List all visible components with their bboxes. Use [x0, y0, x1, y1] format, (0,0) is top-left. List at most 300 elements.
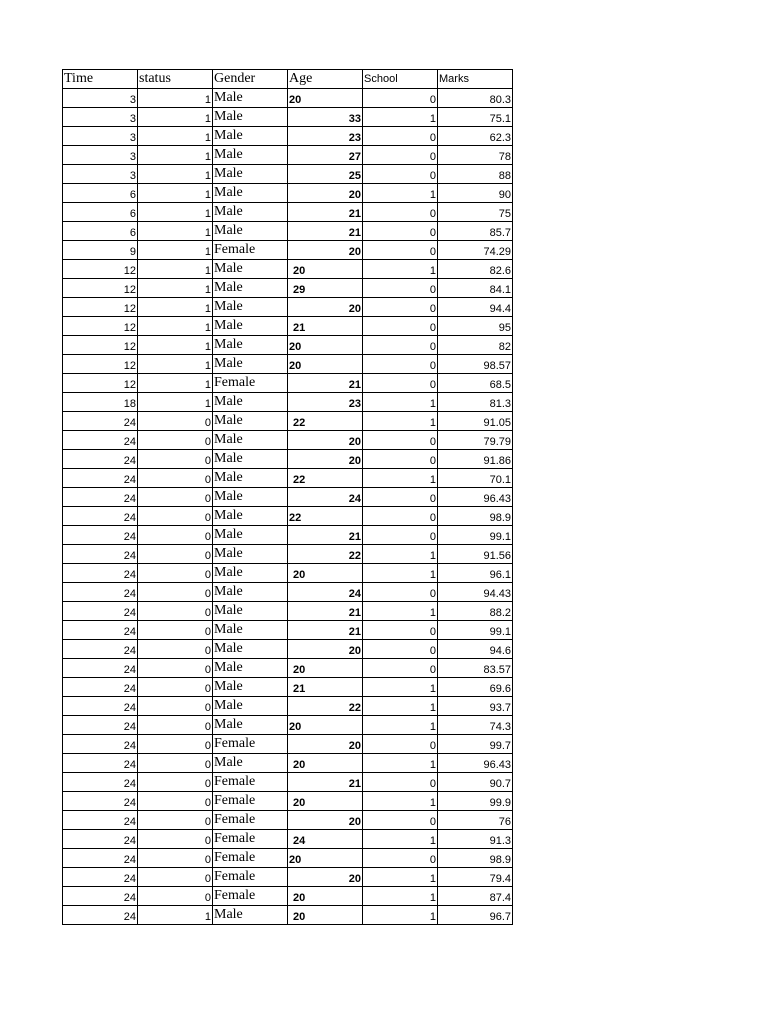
cell-marks[interactable]: 81.3 — [438, 393, 513, 412]
cell-school[interactable]: 0 — [363, 279, 438, 298]
cell-status[interactable]: 1 — [138, 146, 213, 165]
cell-school[interactable]: 0 — [363, 640, 438, 659]
cell-age[interactable]: 21 — [288, 602, 363, 621]
cell-time[interactable]: 6 — [63, 203, 138, 222]
cell-school[interactable]: 1 — [363, 469, 438, 488]
cell-age[interactable]: 24 — [288, 488, 363, 507]
cell-marks[interactable]: 94.6 — [438, 640, 513, 659]
cell-gender[interactable]: Male — [213, 678, 288, 697]
table-row — [63, 545, 513, 564]
cell-gender[interactable]: Male — [213, 754, 288, 773]
cell-time[interactable]: 24 — [63, 678, 138, 697]
cell-gender[interactable]: Female — [213, 868, 288, 887]
cell-school[interactable]: 0 — [363, 735, 438, 754]
cell-status[interactable]: 1 — [138, 298, 213, 317]
cell-school[interactable]: 0 — [363, 165, 438, 184]
cell-age[interactable]: 23 — [288, 127, 363, 146]
cell-school[interactable]: 0 — [363, 773, 438, 792]
cell-school[interactable]: 0 — [363, 298, 438, 317]
cell-age[interactable]: 20 — [288, 716, 363, 735]
cell-gender[interactable]: Male — [213, 317, 288, 336]
cell-age[interactable]: 21 — [288, 222, 363, 241]
cell-gender[interactable]: Male — [213, 716, 288, 735]
cell-gender[interactable]: Male — [213, 260, 288, 279]
cell-status[interactable]: 0 — [138, 469, 213, 488]
cell-gender[interactable]: Male — [213, 165, 288, 184]
cell-time[interactable]: 24 — [63, 697, 138, 716]
cell-school[interactable]: 1 — [363, 887, 438, 906]
cell-time[interactable]: 6 — [63, 184, 138, 203]
cell-gender[interactable]: Male — [213, 431, 288, 450]
cell-school[interactable]: 0 — [363, 336, 438, 355]
cell-gender[interactable]: Male — [213, 336, 288, 355]
cell-age[interactable]: 22 — [288, 697, 363, 716]
cell-time[interactable]: 24 — [63, 906, 138, 925]
cell-marks[interactable]: 91.86 — [438, 450, 513, 469]
cell-time[interactable]: 18 — [63, 393, 138, 412]
cell-status[interactable]: 1 — [138, 165, 213, 184]
cell-marks[interactable]: 69.6 — [438, 678, 513, 697]
cell-gender[interactable]: Male — [213, 507, 288, 526]
cell-gender[interactable]: Male — [213, 621, 288, 640]
cell-gender[interactable]: Male — [213, 564, 288, 583]
cell-marks[interactable]: 99.7 — [438, 735, 513, 754]
cell-status[interactable]: 0 — [138, 773, 213, 792]
cell-marks[interactable]: 84.1 — [438, 279, 513, 298]
cell-age[interactable]: 22 — [288, 412, 363, 431]
cell-gender[interactable]: Female — [213, 849, 288, 868]
cell-age[interactable]: 20 — [288, 887, 363, 906]
cell-gender[interactable]: Male — [213, 393, 288, 412]
cell-marks[interactable]: 93.7 — [438, 697, 513, 716]
cell-school[interactable]: 0 — [363, 583, 438, 602]
cell-time[interactable]: 3 — [63, 89, 138, 108]
cell-age[interactable]: 20 — [288, 89, 363, 108]
cell-school[interactable]: 1 — [363, 830, 438, 849]
cell-status[interactable]: 0 — [138, 564, 213, 583]
cell-school[interactable]: 1 — [363, 792, 438, 811]
cell-marks[interactable]: 91.05 — [438, 412, 513, 431]
cell-age[interactable]: 25 — [288, 165, 363, 184]
table-row — [63, 355, 513, 374]
cell-marks[interactable]: 95 — [438, 317, 513, 336]
cell-age[interactable]: 22 — [288, 469, 363, 488]
cell-gender[interactable]: Male — [213, 279, 288, 298]
table-row — [63, 184, 513, 203]
cell-school[interactable]: 1 — [363, 564, 438, 583]
cell-marks[interactable]: 88 — [438, 165, 513, 184]
cell-school[interactable]: 0 — [363, 621, 438, 640]
cell-gender[interactable]: Male — [213, 184, 288, 203]
cell-marks[interactable]: 79.4 — [438, 868, 513, 887]
cell-school[interactable]: 1 — [363, 678, 438, 697]
table-row — [63, 298, 513, 317]
cell-marks[interactable]: 99.9 — [438, 792, 513, 811]
cell-gender[interactable]: Male — [213, 906, 288, 925]
table-row — [63, 602, 513, 621]
cell-time[interactable]: 24 — [63, 792, 138, 811]
cell-age[interactable]: 20 — [288, 849, 363, 868]
cell-time[interactable]: 12 — [63, 279, 138, 298]
cell-time[interactable]: 24 — [63, 887, 138, 906]
cell-age[interactable]: 21 — [288, 526, 363, 545]
cell-status[interactable]: 0 — [138, 545, 213, 564]
cell-age[interactable]: 20 — [288, 184, 363, 203]
cell-status[interactable]: 0 — [138, 659, 213, 678]
cell-marks[interactable]: 96.7 — [438, 906, 513, 925]
cell-school[interactable]: 0 — [363, 127, 438, 146]
cell-marks[interactable]: 85.7 — [438, 222, 513, 241]
cell-school[interactable]: 0 — [363, 849, 438, 868]
cell-status[interactable]: 1 — [138, 127, 213, 146]
cell-status[interactable]: 0 — [138, 792, 213, 811]
cell-school[interactable]: 0 — [363, 526, 438, 545]
cell-age[interactable]: 24 — [288, 830, 363, 849]
cell-gender[interactable]: Male — [213, 469, 288, 488]
table-row — [63, 621, 513, 640]
header-time[interactable]: Time — [63, 70, 138, 89]
header-age[interactable]: Age — [288, 70, 363, 89]
cell-time[interactable]: 12 — [63, 374, 138, 393]
cell-age[interactable]: 21 — [288, 203, 363, 222]
cell-gender[interactable]: Male — [213, 488, 288, 507]
cell-school[interactable]: 1 — [363, 260, 438, 279]
cell-status[interactable]: 0 — [138, 621, 213, 640]
cell-time[interactable]: 24 — [63, 507, 138, 526]
cell-age[interactable]: 20 — [288, 811, 363, 830]
cell-marks[interactable]: 91.3 — [438, 830, 513, 849]
cell-school[interactable]: 0 — [363, 811, 438, 830]
table-row — [63, 583, 513, 602]
cell-gender[interactable]: Male — [213, 89, 288, 108]
cell-time[interactable]: 3 — [63, 146, 138, 165]
cell-marks[interactable]: 78 — [438, 146, 513, 165]
cell-marks[interactable]: 90 — [438, 184, 513, 203]
cell-time[interactable]: 24 — [63, 716, 138, 735]
cell-age[interactable]: 23 — [288, 393, 363, 412]
cell-marks[interactable]: 96.43 — [438, 754, 513, 773]
cell-marks[interactable]: 94.43 — [438, 583, 513, 602]
cell-time[interactable]: 24 — [63, 602, 138, 621]
cell-age[interactable]: 20 — [288, 336, 363, 355]
cell-gender[interactable]: Male — [213, 697, 288, 716]
cell-gender[interactable]: Female — [213, 374, 288, 393]
cell-school[interactable]: 1 — [363, 108, 438, 127]
cell-age[interactable]: 20 — [288, 431, 363, 450]
cell-status[interactable]: 1 — [138, 906, 213, 925]
cell-status[interactable]: 0 — [138, 849, 213, 868]
cell-gender[interactable]: Male — [213, 412, 288, 431]
cell-status[interactable]: 0 — [138, 640, 213, 659]
cell-marks[interactable]: 90.7 — [438, 773, 513, 792]
cell-school[interactable]: 0 — [363, 89, 438, 108]
cell-school[interactable]: 0 — [363, 374, 438, 393]
cell-status[interactable]: 0 — [138, 754, 213, 773]
cell-age[interactable]: 20 — [288, 659, 363, 678]
table-row — [63, 849, 513, 868]
cell-marks[interactable]: 75 — [438, 203, 513, 222]
cell-status[interactable]: 1 — [138, 374, 213, 393]
cell-school[interactable]: 1 — [363, 184, 438, 203]
cell-time[interactable]: 24 — [63, 564, 138, 583]
cell-marks[interactable]: 99.1 — [438, 621, 513, 640]
cell-school[interactable]: 1 — [363, 393, 438, 412]
cell-gender[interactable]: Female — [213, 830, 288, 849]
cell-status[interactable]: 0 — [138, 507, 213, 526]
cell-marks[interactable]: 74.3 — [438, 716, 513, 735]
cell-age[interactable]: 22 — [288, 507, 363, 526]
cell-status[interactable]: 0 — [138, 887, 213, 906]
table-row — [63, 868, 513, 887]
cell-time[interactable]: 3 — [63, 165, 138, 184]
cell-status[interactable]: 1 — [138, 89, 213, 108]
cell-status[interactable]: 1 — [138, 393, 213, 412]
cell-age[interactable]: 20 — [288, 564, 363, 583]
cell-status[interactable]: 0 — [138, 488, 213, 507]
cell-marks[interactable]: 76 — [438, 811, 513, 830]
cell-marks[interactable]: 91.56 — [438, 545, 513, 564]
cell-marks[interactable]: 82 — [438, 336, 513, 355]
cell-marks[interactable]: 80.3 — [438, 89, 513, 108]
cell-age[interactable]: 24 — [288, 583, 363, 602]
cell-marks[interactable]: 62.3 — [438, 127, 513, 146]
cell-time[interactable]: 12 — [63, 336, 138, 355]
cell-gender[interactable]: Male — [213, 583, 288, 602]
cell-status[interactable]: 0 — [138, 431, 213, 450]
cell-school[interactable]: 1 — [363, 868, 438, 887]
cell-school[interactable]: 0 — [363, 507, 438, 526]
cell-status[interactable]: 1 — [138, 336, 213, 355]
cell-gender[interactable]: Male — [213, 127, 288, 146]
cell-status[interactable]: 0 — [138, 583, 213, 602]
table-row — [63, 773, 513, 792]
cell-gender[interactable]: Male — [213, 545, 288, 564]
table-row — [63, 450, 513, 469]
cell-school[interactable]: 0 — [363, 488, 438, 507]
cell-school[interactable]: 1 — [363, 716, 438, 735]
cell-time[interactable]: 24 — [63, 868, 138, 887]
cell-status[interactable]: 0 — [138, 412, 213, 431]
cell-time[interactable]: 6 — [63, 222, 138, 241]
cell-school[interactable]: 0 — [363, 659, 438, 678]
cell-status[interactable]: 0 — [138, 602, 213, 621]
cell-marks[interactable]: 87.4 — [438, 887, 513, 906]
cell-school[interactable]: 0 — [363, 222, 438, 241]
cell-gender[interactable]: Male — [213, 108, 288, 127]
cell-gender[interactable]: Female — [213, 811, 288, 830]
cell-age[interactable]: 20 — [288, 450, 363, 469]
cell-age[interactable]: 21 — [288, 773, 363, 792]
cell-gender[interactable]: Male — [213, 355, 288, 374]
cell-marks[interactable]: 75.1 — [438, 108, 513, 127]
cell-time[interactable]: 24 — [63, 754, 138, 773]
cell-marks[interactable]: 74.29 — [438, 241, 513, 260]
cell-age[interactable]: 29 — [288, 279, 363, 298]
table-row — [63, 716, 513, 735]
cell-time[interactable]: 24 — [63, 583, 138, 602]
cell-marks[interactable]: 79.79 — [438, 431, 513, 450]
cell-age[interactable]: 20 — [288, 640, 363, 659]
cell-school[interactable]: 0 — [363, 203, 438, 222]
cell-gender[interactable]: Male — [213, 526, 288, 545]
cell-marks[interactable]: 68.5 — [438, 374, 513, 393]
cell-marks[interactable]: 98.9 — [438, 507, 513, 526]
cell-age[interactable]: 21 — [288, 317, 363, 336]
cell-gender[interactable]: Female — [213, 887, 288, 906]
cell-gender[interactable]: Male — [213, 203, 288, 222]
cell-gender[interactable]: Male — [213, 640, 288, 659]
cell-school[interactable]: 0 — [363, 241, 438, 260]
table-row — [63, 697, 513, 716]
cell-age[interactable]: 20 — [288, 260, 363, 279]
cell-school[interactable]: 0 — [363, 431, 438, 450]
cell-time[interactable]: 12 — [63, 260, 138, 279]
cell-status[interactable]: 1 — [138, 203, 213, 222]
cell-school[interactable]: 0 — [363, 450, 438, 469]
cell-time[interactable]: 24 — [63, 488, 138, 507]
table-row — [63, 146, 513, 165]
cell-marks[interactable]: 70.1 — [438, 469, 513, 488]
table-row — [63, 412, 513, 431]
table-row — [63, 659, 513, 678]
cell-age[interactable]: 21 — [288, 374, 363, 393]
header-marks[interactable]: Marks — [438, 70, 513, 89]
table-row — [63, 431, 513, 450]
cell-age[interactable]: 21 — [288, 678, 363, 697]
cell-school[interactable]: 1 — [363, 602, 438, 621]
cell-time[interactable]: 24 — [63, 469, 138, 488]
cell-marks[interactable]: 99.1 — [438, 526, 513, 545]
table-row — [63, 203, 513, 222]
cell-status[interactable]: 0 — [138, 450, 213, 469]
cell-time[interactable]: 3 — [63, 108, 138, 127]
table-row — [63, 222, 513, 241]
cell-time[interactable]: 24 — [63, 545, 138, 564]
cell-age[interactable]: 20 — [288, 792, 363, 811]
cell-gender[interactable]: Male — [213, 298, 288, 317]
cell-time[interactable]: 12 — [63, 298, 138, 317]
table-row — [63, 393, 513, 412]
cell-school[interactable]: 1 — [363, 412, 438, 431]
cell-age[interactable]: 20 — [288, 355, 363, 374]
cell-age[interactable]: 20 — [288, 754, 363, 773]
cell-marks[interactable]: 83.57 — [438, 659, 513, 678]
cell-status[interactable]: 0 — [138, 716, 213, 735]
cell-status[interactable]: 1 — [138, 317, 213, 336]
cell-gender[interactable]: Female — [213, 792, 288, 811]
cell-gender[interactable]: Male — [213, 222, 288, 241]
cell-school[interactable]: 1 — [363, 906, 438, 925]
header-school[interactable]: School — [363, 70, 438, 89]
cell-time[interactable]: 24 — [63, 412, 138, 431]
table-row — [63, 279, 513, 298]
table-row — [63, 830, 513, 849]
cell-time[interactable]: 24 — [63, 735, 138, 754]
cell-marks[interactable]: 88.2 — [438, 602, 513, 621]
cell-marks[interactable]: 98.57 — [438, 355, 513, 374]
cell-status[interactable]: 1 — [138, 355, 213, 374]
cell-marks[interactable]: 96.43 — [438, 488, 513, 507]
cell-status[interactable]: 0 — [138, 811, 213, 830]
cell-age[interactable]: 21 — [288, 621, 363, 640]
cell-status[interactable]: 1 — [138, 279, 213, 298]
cell-time[interactable]: 24 — [63, 659, 138, 678]
header-row — [63, 70, 513, 89]
cell-school[interactable]: 1 — [363, 697, 438, 716]
cell-age[interactable]: 20 — [288, 906, 363, 925]
cell-status[interactable]: 1 — [138, 108, 213, 127]
cell-time[interactable]: 24 — [63, 811, 138, 830]
table-row — [63, 488, 513, 507]
cell-status[interactable]: 0 — [138, 697, 213, 716]
table-row — [63, 89, 513, 108]
header-status[interactable]: status — [138, 70, 213, 89]
cell-school[interactable]: 1 — [363, 754, 438, 773]
cell-status[interactable]: 1 — [138, 222, 213, 241]
table-row — [63, 336, 513, 355]
cell-status[interactable]: 0 — [138, 868, 213, 887]
table-row — [63, 811, 513, 830]
cell-marks[interactable]: 96.1 — [438, 564, 513, 583]
cell-status[interactable]: 0 — [138, 830, 213, 849]
cell-age[interactable]: 27 — [288, 146, 363, 165]
cell-age[interactable]: 20 — [288, 735, 363, 754]
cell-time[interactable]: 24 — [63, 640, 138, 659]
cell-time[interactable]: 24 — [63, 773, 138, 792]
cell-gender[interactable]: Male — [213, 450, 288, 469]
cell-school[interactable]: 0 — [363, 146, 438, 165]
cell-age[interactable]: 20 — [288, 241, 363, 260]
cell-status[interactable]: 1 — [138, 260, 213, 279]
cell-school[interactable]: 1 — [363, 545, 438, 564]
cell-gender[interactable]: Female — [213, 241, 288, 260]
cell-time[interactable]: 24 — [63, 830, 138, 849]
cell-time[interactable]: 24 — [63, 450, 138, 469]
table-row — [63, 735, 513, 754]
cell-status[interactable]: 1 — [138, 241, 213, 260]
table-row — [63, 792, 513, 811]
cell-time[interactable]: 24 — [63, 526, 138, 545]
cell-status[interactable]: 1 — [138, 184, 213, 203]
cell-time[interactable]: 12 — [63, 355, 138, 374]
cell-age[interactable]: 20 — [288, 868, 363, 887]
cell-gender[interactable]: Female — [213, 773, 288, 792]
table-row — [63, 260, 513, 279]
cell-age[interactable]: 20 — [288, 298, 363, 317]
cell-gender[interactable]: Male — [213, 602, 288, 621]
cell-age[interactable]: 33 — [288, 108, 363, 127]
cell-marks[interactable]: 98.9 — [438, 849, 513, 868]
cell-school[interactable]: 0 — [363, 355, 438, 374]
cell-status[interactable]: 0 — [138, 678, 213, 697]
cell-status[interactable]: 0 — [138, 735, 213, 754]
cell-time[interactable]: 12 — [63, 317, 138, 336]
cell-time[interactable]: 9 — [63, 241, 138, 260]
cell-time[interactable]: 3 — [63, 127, 138, 146]
header-gender[interactable]: Gender — [213, 70, 288, 89]
cell-school[interactable]: 0 — [363, 317, 438, 336]
cell-gender[interactable]: Male — [213, 659, 288, 678]
cell-marks[interactable]: 82.6 — [438, 260, 513, 279]
cell-status[interactable]: 0 — [138, 526, 213, 545]
cell-time[interactable]: 24 — [63, 431, 138, 450]
cell-gender[interactable]: Female — [213, 735, 288, 754]
cell-marks[interactable]: 94.4 — [438, 298, 513, 317]
cell-age[interactable]: 22 — [288, 545, 363, 564]
cell-gender[interactable]: Male — [213, 146, 288, 165]
cell-time[interactable]: 24 — [63, 621, 138, 640]
cell-time[interactable]: 24 — [63, 849, 138, 868]
